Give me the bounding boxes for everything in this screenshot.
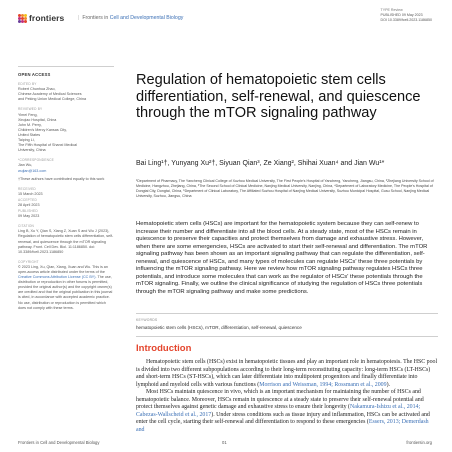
footer-site-link[interactable]: frontiersin.org [406,440,432,445]
published-date: PUBLISHED 09 May 2023 [380,13,423,17]
copyright-text: © 2023 Ling, Xu, Qian, Xiang, Xuan and Wu. This is an open-access article distributed under the terms of the Creative Commons Attribution License (CC BY). The use, distribution or reproduction in other forums is permitted, provided the original author(s) and the copyright owner(s) are credited and that the original publication in this journal is cited, in accordance with accepted academic practice. No use, distribution or reproduction is permitted which does not comply with these terms. [18,264,113,310]
citation-link[interactable]: Essers, 2013; Demerdash and [136,419,429,433]
citation-text: Ling B, Xu Y, Qian S, Xiang Z, Xuan S and Wu J (2023), Regulation of hematopoietic stem cells differentiation, self-renewal, and quiescence through the mTOR signaling pathway. Front. Cell Dev. Biol. 11:1186850. doi: 10.3389/fcell.2023.1186850 [18,229,114,254]
brand-name: frontiers [29,13,65,23]
correspondence-label: *CORRESPONDENCE [18,158,54,163]
sidebar-top-divider [18,66,114,67]
citation-link[interactable]: Morrison and Weissman, 1994; Rossmann et al., 2009 [259,381,387,388]
article-type: TYPE Review [380,8,403,12]
abstract: Hematopoietic stem cells (HSCs) are important for the hematopoietic system because they can self-renew to increase their number and differentiate into all the blood cells. At a steady state, most of the HSCs remain in quiescence to preserve their capacities and protect themselves from damage and exhaustive stress. However, when there are some emergencies, HSCs are activated to start their self-renewal and differentiation. The mTOR signaling pathway has been shown as an important signaling pathway that can regulate the differentiation, self-renewal, and quiescence of HSCs, and many types of molecules can regulate HSCs' these three potentials by influencing the mTOR signaling pathway. Here we review how mTOR signaling pathway regulates HSCs three potentials, and introduce some molecules that can work as the regulator of HSCs' these potentials through the mTOR signaling. Finally, we outline the clinical significance of studying the regulation of HSCs three potentials through the mTOR signaling pathway and make some predictions. [136,221,428,295]
intro-paragraph-2: Most HSCs maintain quiescence in vivo, which is an important mechanism for maintaining the number of HSCs and hematopoietic balance. Moreover, HSCs remain in quiescence at a steady state to preserve their self-renewal potential and protect themselves against genetic damage and exhaustive stress to ensure their longevity (Nakamura-Ishizu et al., 2014; Cabezas-Wallscheid et al., 2017). Under stress conditions such as tissue injury and inflammation, HSCs can be activated and enter the cell cycle, starting their self-renewal and differentiation to respond to these emergencies (Essers, 2013; Demerdash and [136,389,430,433]
reviewed-by: Yimei Feng, Xinqiao Hospital, China John M. Perry, Children's Mercy Kansas City, United States Taiping Li, The Fifth Hospital of Shanxi Medical University, China [18,112,78,153]
sidebar [18,72,114,311]
journal-name[interactable]: | Frontiers in Cell and Developmental Biology [78,15,184,21]
frontiers-dots-icon [18,14,27,23]
citation-label: CITATION [18,224,34,229]
accepted-label: ACCEPTED [18,197,37,202]
reviewed-by-label: REVIEWED BY [18,107,43,112]
page-header [0,0,452,36]
page-number: 01 [222,440,227,445]
keywords: hematopoietic stem cells (HSCs), mTOR, differentiation, self-renewal, quiescence [136,325,302,330]
keywords-divider [136,313,438,314]
footer-journal[interactable]: Frontiers in Cell and Developmental Biology [18,440,100,445]
keywords-bottom-divider [136,336,438,337]
edited-by-label: EDITED BY [18,82,37,87]
affiliations: ¹Department of Pharmacy, The Yancheng Clinical College of Xuzhou Medical University, The First People's Hospital of Yancheng, Yancheng, Jiangsu, China, ²Zhejiang University School of Medicine, Hangzhou, Zhejiang, China, ³The Second School of Clinical Medicine, Nanjing Medical University, Nanjing, China, ⁴Department of Laboratory Medicine, The People's Hospital of Dongtai City, Dongtai, China, ⁵Department of Clinical Laboratory, The Affiliated Suzhou Hospital of Nanjing Medical University, Suzhou Municipal Hospital, Gusu School, Nanjing Medical University, Suzhou, Jiangsu, China [136,179,434,198]
equal-contribution-note: †These authors have contributed equally to this work [18,176,105,181]
keywords-label: KEYWORDS [136,318,158,322]
open-access-label: OPEN ACCESS [18,72,51,77]
email-link[interactable]: wujian@163.com [18,168,47,173]
published-date-sidebar: 09 May 2023 [18,214,40,219]
intro-paragraph-1: Hematopoietic stem cells (HSCs) exist in hematopoietic tissues and play an important role in hematopoiesis. The HSC pool is divided into two different subpopulations according to their long-term reconstituting capacity: long-term HSCs (LT-HSCs) and short-term HSCs (ST-HSCs), which can later differentiate into multipotent progenitors and finally differentiate into lymphoid and myeloid cells with various functions (Morrison and Weissman, 1994; Rossmann et al., 2009). [136,359,438,388]
cc-by-license-link[interactable]: Creative Commons Attribution License (CC BY). [18,275,97,280]
accepted-date: 28 April 2023 [18,202,40,207]
published-label: PUBLISHED [18,209,38,214]
doi-link[interactable]: DOI 10.3389/fcell.2023.1186850 [380,18,432,22]
introduction-heading: Introduction [136,343,192,354]
frontiers-logo[interactable] [18,13,64,23]
received-date: 15 March 2023 [18,191,43,196]
article-meta [381,8,432,23]
citation-link[interactable]: Nakamura-Ishizu et al., 2014; Cabezas-Wallscheid et al., 2017 [136,404,421,418]
received-label: RECEIVED [18,186,36,191]
edited-by: Robert Chunhua Zhao, Chinese Academy of Medical Sciences and Peking Union Medical College, China [18,87,87,102]
correspondence: Jian Wu, wujian@163.com [18,163,114,173]
article-title: Regulation of hematopoietic stem cells differentiation, self-renewal, and quiescence through the mTOR signaling pathway [136,72,421,122]
copyright-label: COPYRIGHT [18,259,39,264]
introduction-body [136,359,438,434]
author-list[interactable]: Bai Ling¹†, Yunyang Xu²†, Siyuan Qian³, Ze Xiang², Shihai Xuan⁴ and Jian Wu¹* [136,160,385,167]
